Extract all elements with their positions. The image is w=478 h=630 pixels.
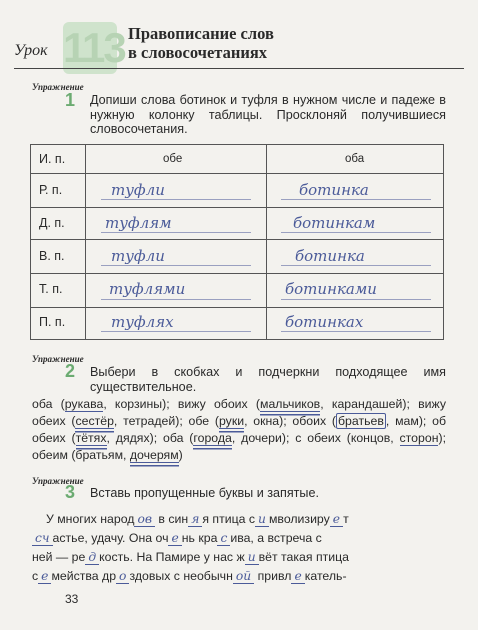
text-span: , корзины); вижу обоих (	[103, 397, 260, 411]
underlined-word: рукава	[64, 397, 104, 411]
handwritten-answer: туфли	[111, 181, 165, 199]
text-span: привл	[254, 569, 292, 583]
text-span: т	[343, 512, 349, 526]
text-span: с	[32, 569, 39, 583]
ex3-number: 3	[65, 482, 76, 502]
handwritten-answer: ботинка	[299, 181, 369, 199]
case-label: И. п.	[39, 152, 66, 166]
title-line-1: Правописание слов	[128, 24, 274, 43]
filled-letter: и	[245, 550, 259, 565]
answer-line	[101, 232, 251, 233]
answer-line	[101, 299, 251, 300]
filled-letter: д	[85, 550, 99, 565]
filled-letter: сч	[32, 531, 53, 546]
underlined-word: братьев	[338, 414, 384, 428]
ex3-paragraph	[32, 510, 446, 586]
table-hline	[31, 307, 443, 308]
table-hline	[31, 207, 443, 208]
table-vline	[85, 145, 86, 339]
col-header-oba: оба	[345, 153, 365, 165]
answer-line	[281, 265, 431, 266]
ex3-label: Упражнение	[32, 476, 84, 486]
page-number: 33	[65, 592, 79, 606]
ex3-instruction: Вставь пропущенные буквы и запятые.	[90, 486, 319, 500]
filled-letter: е	[291, 569, 304, 584]
header-divider	[14, 68, 464, 69]
text-span: нь кра	[181, 531, 218, 545]
text-span: ней — ре	[32, 550, 86, 564]
text-span: мейства др	[51, 569, 117, 583]
filled-letter: о	[116, 569, 129, 584]
text-span: , дочери); с обеих (концов,	[231, 431, 400, 445]
handwritten-answer: туфлям	[105, 214, 172, 232]
ex2-number: 2	[65, 361, 76, 381]
ex3-line	[32, 548, 446, 567]
text-span: , мам); об обеих (	[32, 414, 446, 445]
answer-line	[101, 331, 251, 332]
declension-table	[30, 144, 444, 340]
handwritten-answer: ботинка	[295, 247, 365, 265]
lesson-number: 113	[63, 22, 117, 74]
ex2-label: Упражнение	[32, 354, 84, 364]
answer-line	[281, 331, 431, 332]
underlined-word: дочерям	[129, 448, 179, 462]
filled-letter: и	[255, 512, 269, 527]
ex3-line	[32, 510, 446, 529]
text-span: в син	[155, 512, 189, 526]
handwritten-answer: туфлях	[111, 313, 174, 331]
answer-line	[101, 265, 251, 266]
text-span: я птица с	[202, 512, 256, 526]
case-label: Д. п.	[39, 216, 65, 230]
text-span: вёт такая птица	[258, 550, 349, 564]
text-span: ива, а встреча с	[230, 531, 322, 545]
filled-letter: ой	[233, 569, 254, 584]
underlined-word: руки	[218, 414, 245, 428]
case-label: Р. п.	[39, 183, 63, 197]
handwritten-answer: ботинкам	[293, 214, 376, 232]
text-span: У многих народ	[46, 512, 135, 526]
table-hline	[31, 173, 443, 174]
text-span: , дядях); оба (	[106, 431, 194, 445]
underlined-word: тётях	[75, 431, 107, 445]
filled-letter: е	[38, 569, 51, 584]
underlined-word: сторон	[399, 431, 439, 445]
answer-line	[281, 299, 431, 300]
handwritten-answer: ботинками	[285, 280, 377, 298]
text-span: мволизиру	[268, 512, 330, 526]
filled-letter: с	[217, 531, 230, 546]
case-label: В. п.	[39, 249, 65, 263]
table-hline	[31, 239, 443, 240]
ex1-instruction: Допиши слова ботинок и туфля в нужном числе и падеже в нужную колонку таблицы. Просклоняй получившиеся словосочетания.	[90, 93, 446, 136]
filled-letter: я	[188, 512, 202, 527]
page-title	[128, 24, 274, 62]
text-span: астье, удачу. Она оч	[52, 531, 169, 545]
underlined-word: мальчиков	[259, 397, 321, 411]
ex2-paragraph	[32, 396, 446, 464]
filled-letter: е	[168, 531, 181, 546]
table-vline	[266, 145, 267, 339]
answer-line	[281, 199, 431, 200]
ex1-number: 1	[65, 90, 76, 110]
underlined-word: города	[193, 431, 232, 445]
text-span: )	[178, 448, 183, 462]
filled-letter: ов	[134, 512, 155, 527]
text-span: , тетрадей); обе (	[113, 414, 219, 428]
handwritten-answer: туфли	[111, 247, 165, 265]
text-span: , окна); обоих (	[244, 414, 337, 428]
text-span: кость. На Памире у нас ж	[99, 550, 245, 564]
handwritten-answer: туфлями	[109, 280, 186, 298]
ex2-instruction: Выбери в скобках и подчеркни подходящее имя существительное.	[90, 365, 446, 394]
handwritten-answer: ботинках	[285, 313, 364, 331]
answer-line	[101, 199, 251, 200]
ex3-line	[32, 529, 446, 548]
case-label: Т. п.	[39, 282, 63, 296]
text-span: , карандашей); вижу обеих (	[32, 397, 446, 428]
text-span: ); обеим (братьям,	[32, 431, 446, 462]
table-hline	[31, 273, 443, 274]
ex1-label: Упражнение	[32, 82, 84, 92]
case-label: П. п.	[39, 315, 66, 329]
lesson-label: Урок	[14, 42, 48, 59]
underlined-word: сестёр	[75, 414, 114, 428]
ex3-line	[32, 567, 446, 586]
filled-letter: е	[330, 512, 343, 527]
text-span: здовых с необычн	[129, 569, 233, 583]
title-line-2: в словосочетаниях	[128, 43, 268, 62]
text-span: катель-	[304, 569, 347, 583]
text-span: оба (	[32, 397, 65, 411]
answer-line	[281, 232, 431, 233]
col-header-obe: обе	[163, 153, 183, 165]
